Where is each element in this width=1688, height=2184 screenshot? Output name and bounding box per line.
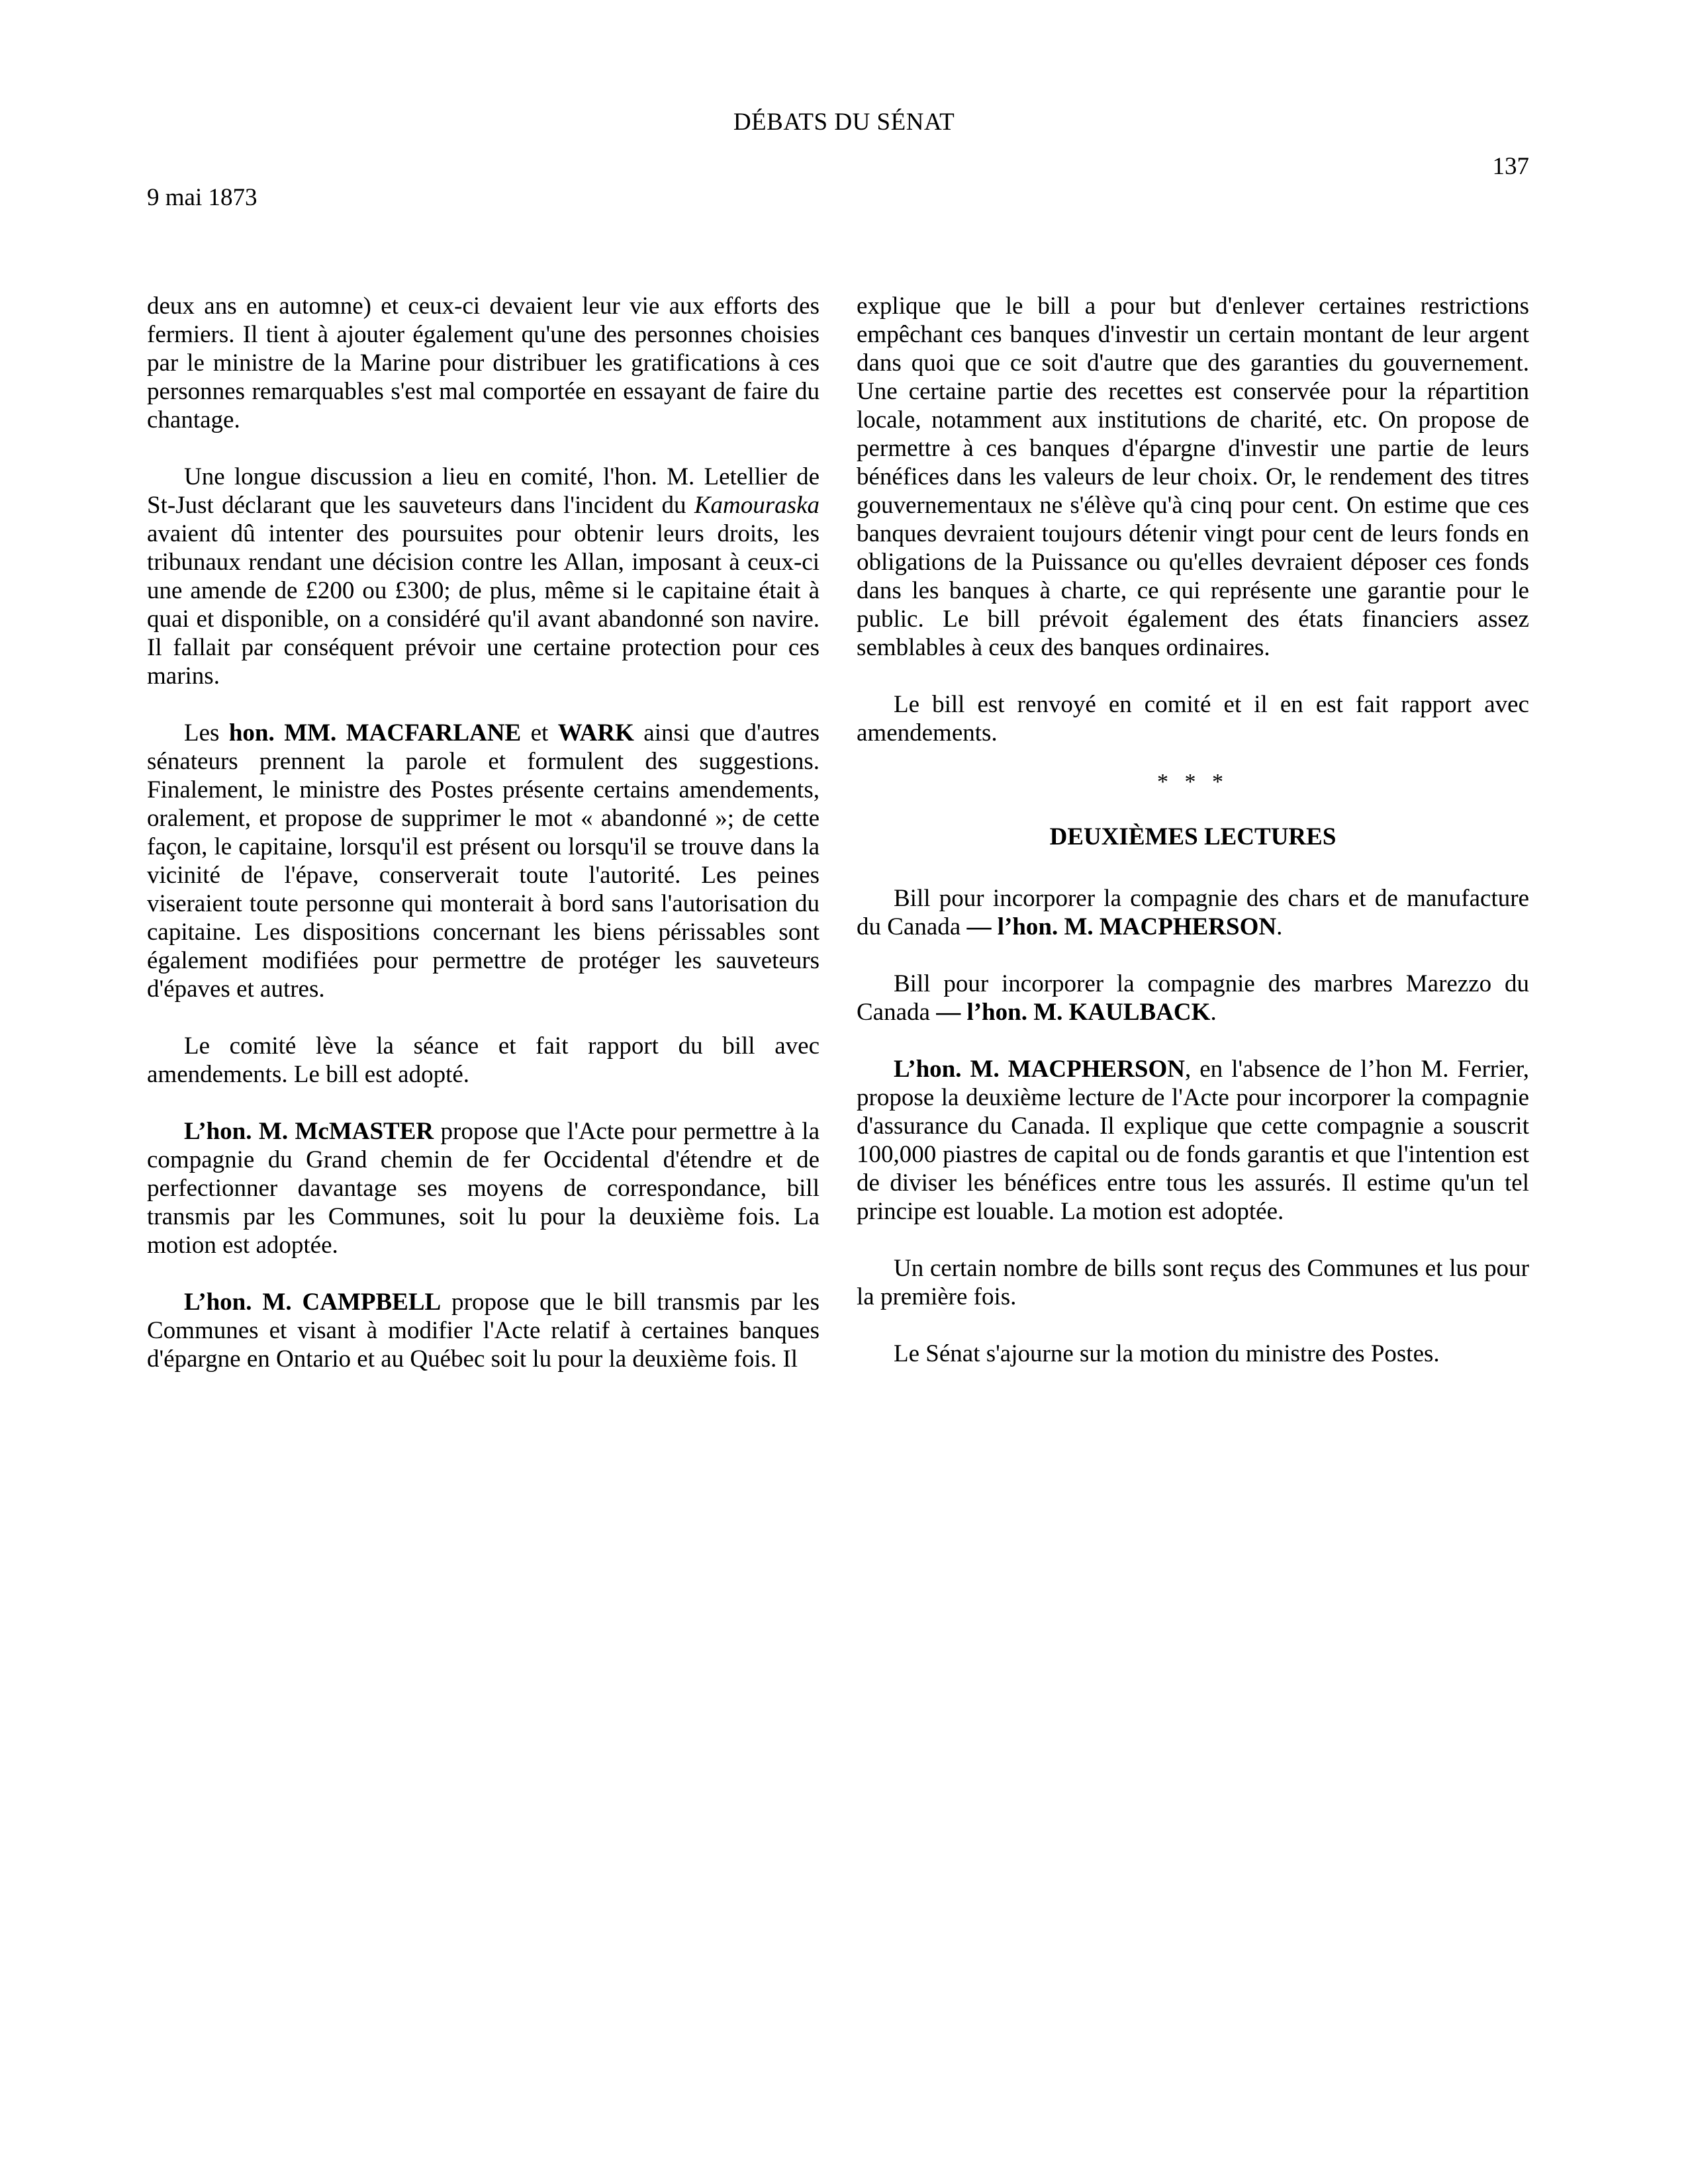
paragraph-adjournment: Le Sénat s'ajourne sur la motion du ministre des Postes. [894,1340,1440,1367]
paragraph-committee-report: Le comité lève la séance et fait rapport du bill avec amendements. Le bill est adopté. [147,1032,820,1088]
paragraph-mcmaster [147,1117,820,1259]
session-date: 9 mai 1873 [147,184,258,211]
paragraph-bill-marbres [857,970,1529,1026]
section-separator: * * * [1157,770,1229,794]
text-run: Les [184,719,229,747]
text-run: avaient dû intenter des poursuites pour obtenir leurs droits, les tribunaux rendant une décision contre les Allan, imposant à ceux-ci une amende de £200 ou £300; de plus, même si le capitaine était à quai et disponible, on a considéré qu'il avant abandonné son navire. Il fallait par conséquent prévoir une certaine protection pour ces marins. [147,520,820,690]
text-run: Bill pour incorporer la compagnie des marbres Marezzo du Canada [857,970,1529,1026]
text-run: Bill pour incorporer la compagnie des chars et de manufacture du Canada [857,885,1529,940]
text-run: propose que le bill transmis par les Communes et visant à modifier l'Acte relatif à certaines banques d'épargne en Ontario et au Québec soit lu pour la deuxième fois. Il [147,1289,820,1373]
text-run: et [521,719,558,747]
left-column [147,292,820,1373]
page-number: 137 [1492,153,1529,180]
paragraph-macfarlane-wark [147,719,820,1003]
speaker-name: hon. MM. MACFARLANE [228,719,522,747]
paragraph-campbell [147,1288,820,1373]
speaker-name: L’hon. M. CAMPBELL [184,1289,442,1316]
running-head-title: DÉBATS DU SÉNAT [733,109,955,136]
text-run: . [1276,913,1283,940]
speaker-name: L’hon. M. MACPHERSON [894,1056,1185,1083]
paragraph-bills-received: Un certain nombre de bills sont reçus des Communes et lus pour la première fois. [857,1255,1529,1310]
speaker-name: L’hon. M. McMASTER [184,1118,434,1145]
right-column [857,292,1529,1368]
sponsor-name: — l’hon. M. KAULBACK [936,999,1211,1026]
text-run: , en l'absence de l’hon M. Ferrier, propose la deuxième lecture de l'Acte pour incorporer la compagnie d'assurance du Canada. Il explique que cette compagnie a souscrit 100,000 piastres de capital ou de fonds garantis et que l'intention est de diviser les bénéfices entre tous les assurés. Il estime qu'un tel principe est louable. La motion est adoptée. [857,1056,1529,1225]
text-run: propose que l'Acte pour permettre à la compagnie du Grand chemin de fer Occidental d'étendre et de perfectionner davantage ses moyens de correspondance, bill transmis par les Communes, soit lu pour la deuxième fois. La motion est adoptée. [147,1118,820,1259]
speaker-name: WARK [557,719,634,747]
text-run: ainsi que d'autres sénateurs prennent la parole et formulent des suggestions. Finalement, le ministre des Postes présente certains amendements, oralement, et propose de supprimer le mot « abandonné »; de cette façon, le capitaine, lorsqu'il est présent ou lorsqu'il se trouve dans la vicinité de l'épave, conserverait toute l'autorité. Les peines viseraient toute personne qui monterait à bord sans l'autorisation du capitaine. Les dispositions concernant les biens périssables sont également modifiées pour permettre de protéger les sauveteurs d'épaves et autres. [147,719,820,1003]
paragraph-committee-discussion [147,463,820,690]
paragraph-continuation: deux ans en automne) et ceux-ci devaient leur vie aux efforts des fermiers. Il tient à ajouter également qu'une des personnes choisies par le ministre de la Marine pour distribuer les gratifications à ces personnes remarquables s'est mal comportée en essayant de faire du chantage. [147,293,820,433]
section-heading: DEUXIÈMES LECTURES [1049,823,1336,850]
text-run: Une longue discussion a lieu en comité, l'hon. M. Letellier de St-Just déclarant que les sauveteurs dans l'incident du [147,463,820,519]
paragraph-continuation: explique que le bill a pour but d'enlever certaines restrictions empêchant ces banques d'investir un certain montant de leur argent dans quoi que ce soit d'autre que des garanties du gouvernement. Une certaine partie des recettes est conservée pour la répartition locale, notamment aux institutions de charité, etc. On propose de permettre à ces banques d'épargne d'investir une partie de leurs bénéfices dans les valeurs de leur choix. Or, le rendement des titres gouvernementaux ne s'élève qu'à cinq pour cent. On estime que ces banques devraient toujours détenir vingt pour cent de leurs fonds en obligations de la Puissance ou qu'elles devraient déposer ces fonds dans les banques à charte, ce qui représente une garantie pour le public. Le bill prévoit également des états financiers assez semblables à ceux des banques ordinaires. [857,293,1529,661]
sponsor-name: — l’hon. M. MACPHERSON [966,913,1277,940]
text-run: . [1210,999,1217,1026]
paragraph-bill-chars [857,884,1529,941]
paragraph-macpherson [857,1055,1529,1226]
paragraph-bill-referred: Le bill est renvoyé en comité et il en est fait rapport avec amendements. [857,691,1529,747]
ship-name: Kamouraska [694,492,820,519]
